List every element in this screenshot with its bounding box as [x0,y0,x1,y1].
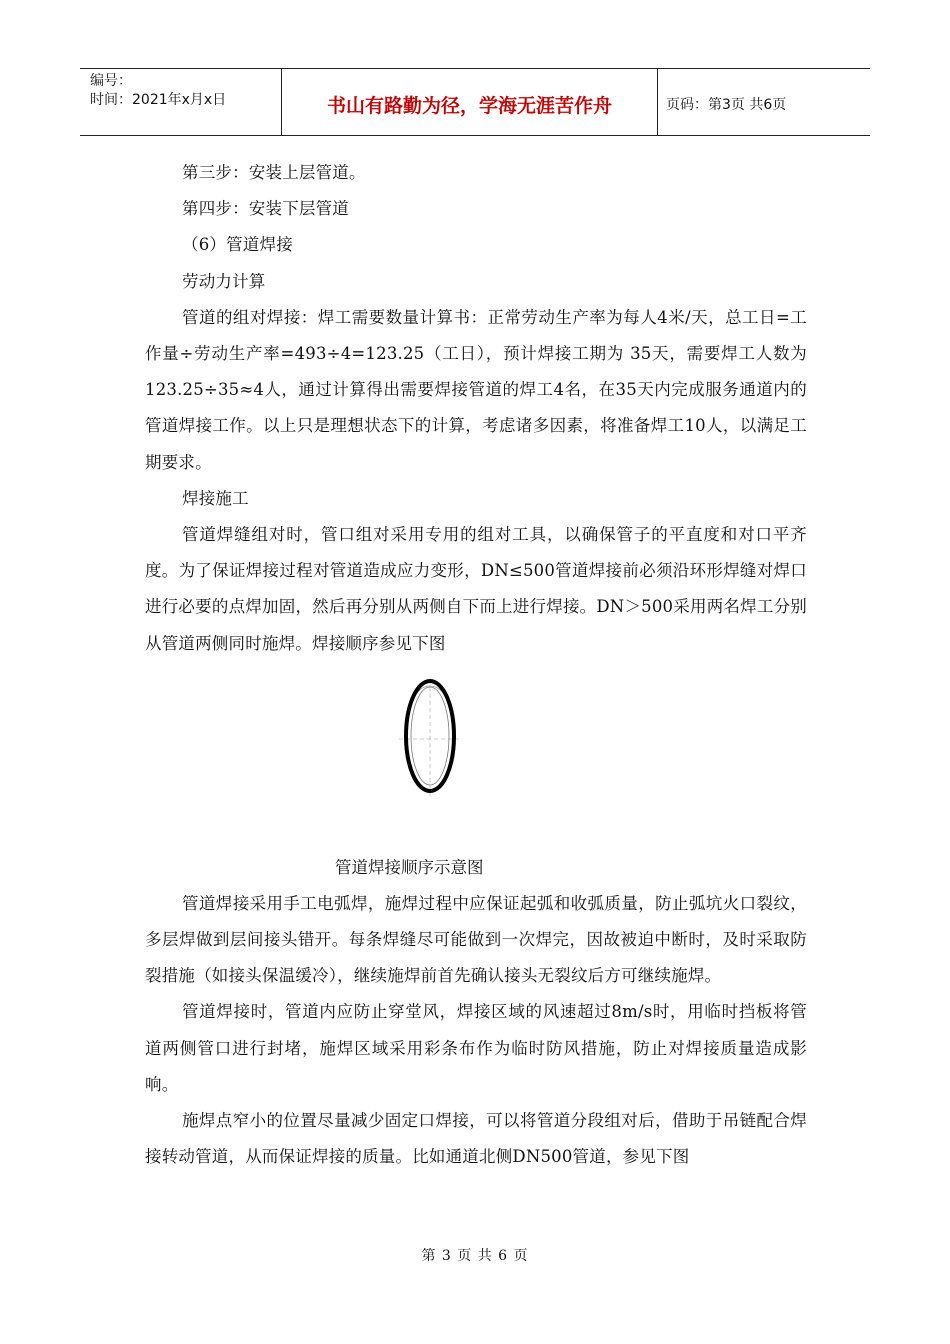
page-header [80,68,870,136]
figure-caption: 管道焊接顺序示意图 [335,857,484,877]
pipe-weld-sequence-diagram [395,674,465,804]
document-date-label: 时间：2021年x月x日 [90,92,227,108]
paragraph-labor-calc: 管道的组对焊接：焊工需要数量计算书：正常劳动生产率为每人4米/天，总工日=工作量÷劳动生产率=493÷4=123.25（工日），预计焊接工期为 35天，需要焊工人数为123.25÷35≈4人，通过计算得出需要焊接管道的焊工4名，在35天内完成服务通道内的管道焊接工作。以上只是理想状态下的计算，考虑诸多因素，将准备焊工10人，以满足工期要求。 [145,307,807,472]
header-page-number: 页码：第3页 共6页 [666,97,787,113]
header-motto: 书山有路勤为径，学海无涯苦作舟 [282,69,658,135]
subheading-welding-construction: 焊接施工 [182,488,249,508]
paragraph-welding-construction: 管道焊缝组对时，管口组对采用专用的组对工具，以确保管子的平直度和对口平齐度。为了保证焊接过程对管道造成应力变形，DN≤500管道焊接前必须沿环形焊缝对焊口进行必要的点焊加固，然后再分别从两侧自下而上进行焊接。DN＞500采用两名焊工分别从管道两侧同时施焊。焊接顺序参见下图 [145,525,807,653]
page-footer: 第 3 页 共 6 页 [421,1248,529,1264]
document-number-label: 编号： [90,73,132,89]
paragraph-fixed-joints: 施焊点窄小的位置尽量减少固定口焊接，可以将管道分段组对后，借助于吊链配合焊接转动管道，从而保证焊接的质量。比如通道北侧DN500管道，参见下图 [145,1111,807,1167]
document-body [145,155,807,1175]
section-heading-welding: （6）管道焊接 [182,235,293,255]
step-four-text: 第四步：安装下层管道 [182,199,349,219]
paragraph-wind-protection: 管道焊接时，管道内应防止穿堂风，焊接区域的风速超过8m/s时，用临时挡板将管道两侧管口进行封堵，施焊区域采用彩条布作为临时防风措施，防止对焊接质量造成影响。 [145,1002,807,1094]
subheading-labor-calc: 劳动力计算 [182,271,266,291]
paragraph-arc-welding: 管道焊接采用手工电弧焊，施焊过程中应保证起弧和收弧质量，防止弧坑火口裂纹，多层焊做到层间接头错开。每条焊缝尽可能做到一次焊完，因故被迫中断时，及时采取防裂措施（如接头保温缓冷），继续施焊前首先确认接头无裂纹后方可继续施焊。 [145,893,807,986]
step-three-text: 第三步：安装上层管道。 [182,163,366,182]
header-meta-cell [80,69,282,135]
welding-sequence-figure [145,674,807,804]
